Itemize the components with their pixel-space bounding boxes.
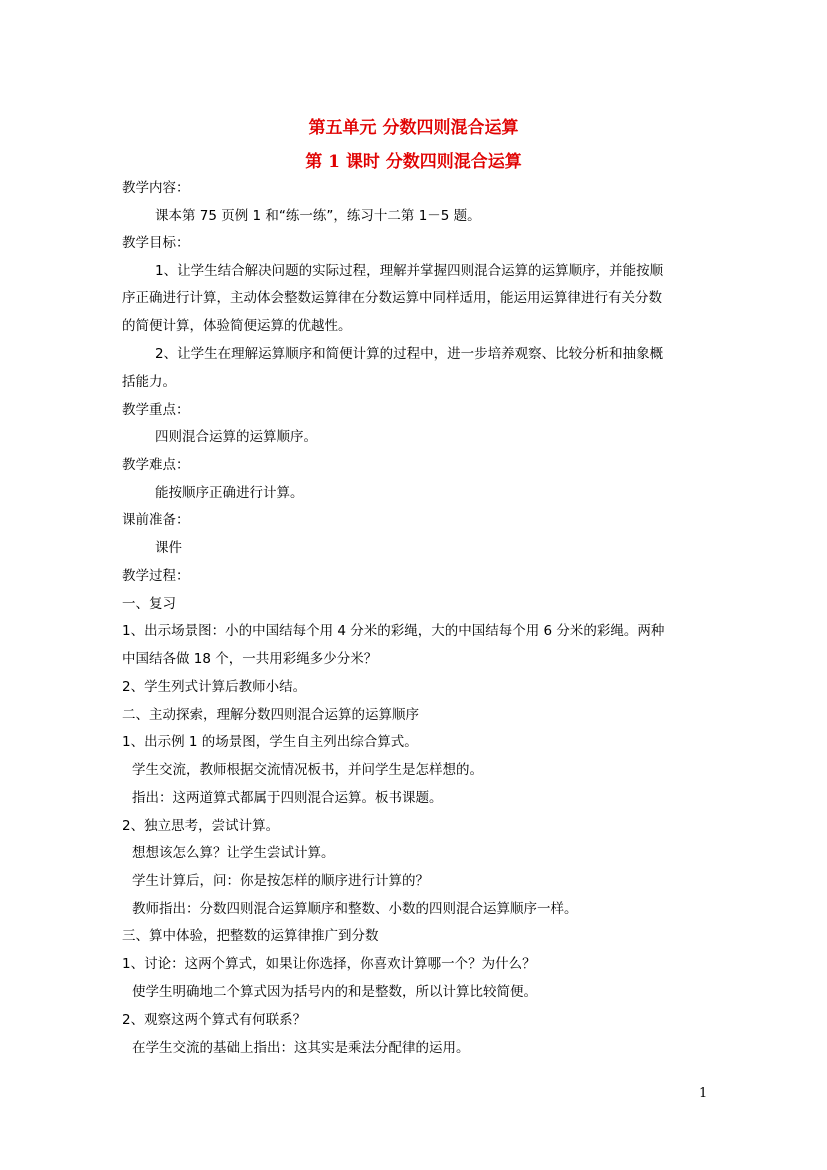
- paragraph-line: 四则混合运算的运算顺序。: [155, 429, 317, 445]
- paragraph-line: 教师指出：分数四则混合运算顺序和整数、小数的四则混合运算顺序一样。: [132, 901, 578, 917]
- paragraph-line: 在学生交流的基础上指出：这其实是乘法分配律的运用。: [132, 1040, 470, 1056]
- section-heading-key-point: 教学重点：: [122, 402, 190, 418]
- paragraph-line: 学生计算后，问：你是按怎样的顺序进行计算的？: [132, 873, 429, 889]
- subsection-heading: 二、主动探索，理解分数四则混合运算的运算顺序: [122, 707, 419, 723]
- paragraph-line: 序正确进行计算，主动体会整数运算律在分数运算中同样适用，能运用运算律进行有关分数: [122, 290, 662, 306]
- paragraph-line: 的简便计算，体验简便运算的优越性。: [122, 318, 352, 334]
- paragraph-line: 使学生明确地二个算式因为括号内的和是整数，所以计算比较简便。: [132, 984, 537, 1000]
- subsection-heading: 一、复习: [122, 596, 176, 612]
- paragraph-line: 能按顺序正确进行计算。: [155, 485, 304, 501]
- section-heading-preparation: 课前准备：: [122, 512, 190, 528]
- paragraph-line: 1、出示例 1 的场景图，学生自主列出综合算式。: [122, 734, 418, 750]
- paragraph-line: 1、出示场景图：小的中国结每个用 4 分米的彩绳，大的中国结每个用 6 分米的彩绳。两种: [122, 623, 665, 639]
- paragraph-line: 指出：这两道算式都属于四则混合运算。板书课题。: [132, 790, 443, 806]
- paragraph-line: 1、讨论：这两个算式，如果让你选择，你喜欢计算哪一个？为什么？: [122, 956, 536, 972]
- paragraph-line: 1、让学生结合解决问题的实际过程，理解并掌握四则混合运算的运算顺序，并能按顺: [155, 263, 664, 279]
- paragraph-line: 2、观察这两个算式有何联系？: [122, 1012, 307, 1028]
- subsection-heading: 三、算中体验，把整数的运算律推广到分数: [122, 928, 379, 944]
- paragraph-line: 课本第 75 页例 1 和“练一练”，练习十二第 1－5 题。: [155, 208, 481, 224]
- paragraph-line: 2、学生列式计算后教师小结。: [122, 679, 307, 695]
- paragraph-line: 中国结各做 18 个，一共用彩绳多少分米？: [122, 651, 378, 667]
- section-heading-content: 教学内容：: [122, 180, 190, 196]
- section-heading-difficulty: 教学难点：: [122, 457, 190, 473]
- unit-title: 第五单元 分数四则混合运算: [308, 118, 519, 138]
- paragraph-line: 想想该怎么算？让学生尝试计算。: [132, 845, 335, 861]
- paragraph-line: 2、独立思考，尝试计算。: [122, 818, 280, 834]
- paragraph-line: 课件: [155, 540, 182, 556]
- paragraph-line: 括能力。: [122, 374, 176, 390]
- lesson-title: 第 1 课时 分数四则混合运算: [305, 152, 522, 172]
- section-heading-process: 教学过程：: [122, 568, 190, 584]
- page-number: 1: [699, 1086, 708, 1101]
- section-heading-goals: 教学目标：: [122, 235, 190, 251]
- paragraph-line: 学生交流，教师根据交流情况板书，并问学生是怎样想的。: [132, 762, 483, 778]
- paragraph-line: 2、让学生在理解运算顺序和简便计算的过程中，进一步培养观察、比较分析和抽象概: [155, 346, 664, 362]
